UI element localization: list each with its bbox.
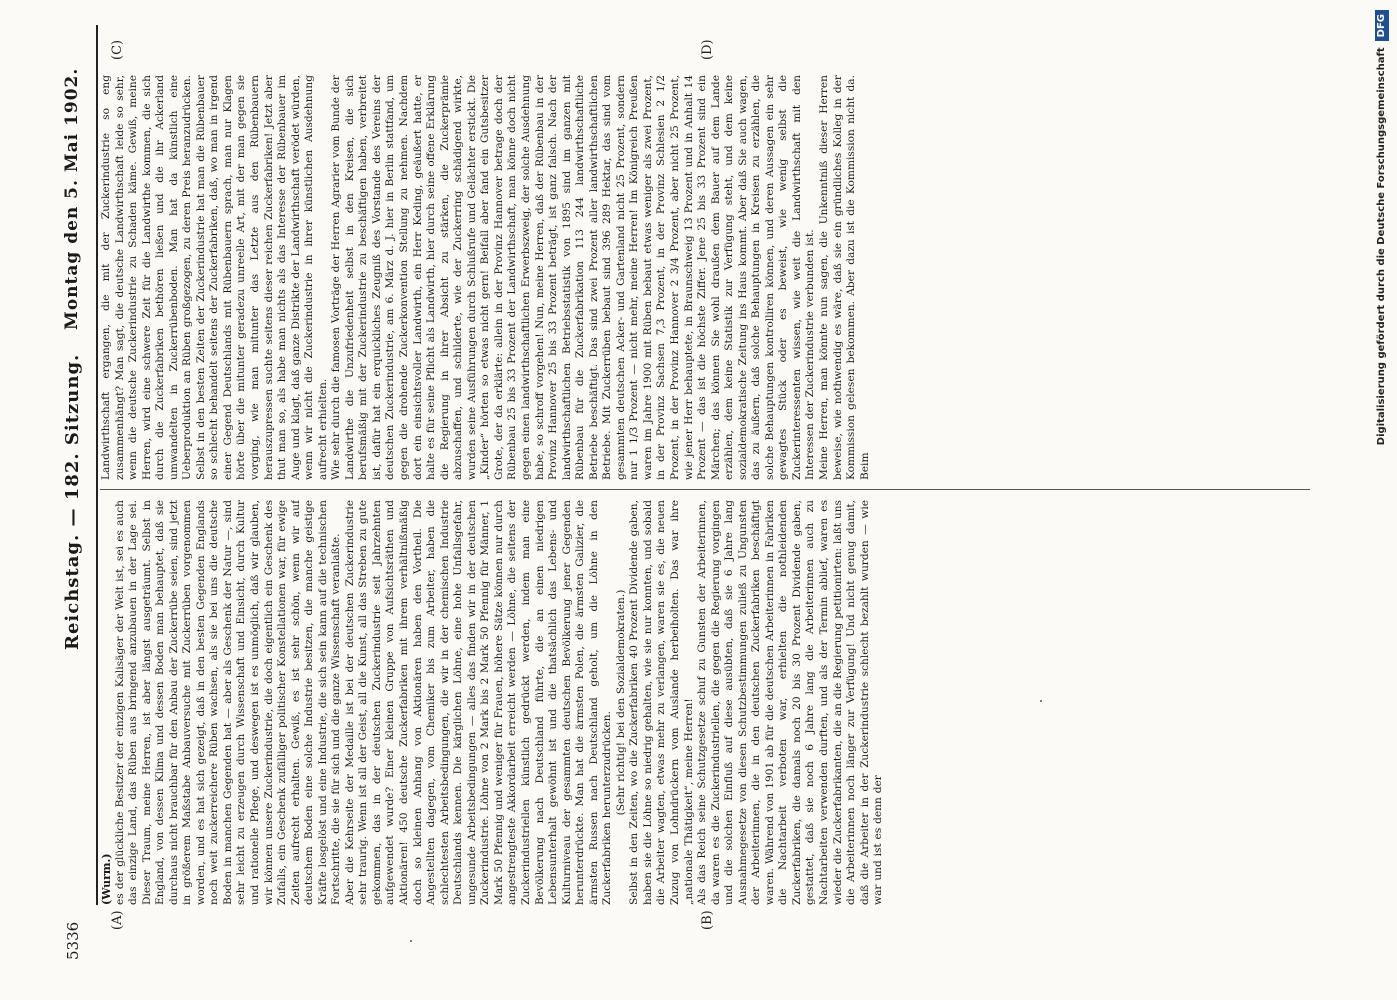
- funding-stamp-text: [1373, 10, 1391, 990]
- header-rule: [96, 25, 98, 905]
- column-divider: [100, 489, 1310, 490]
- margin-marker-c: (C): [110, 39, 125, 60]
- margin-marker-d: (D): [700, 39, 715, 60]
- speaker-name: (Wurm.): [100, 853, 113, 905]
- interjection: (Sehr richtig! bei den Sozialdemokraten.): [614, 589, 627, 816]
- funding-stamp: [1373, 10, 1391, 990]
- paragraph: Aber die Kehrseite der Medaille ist bei der deutschen Zuckerindustrie sehr traurig. Wenn ist all der Geist, all die Kunst, all das Streben zu gute gekommen, das in der deutschen Zuckerindustrie seit Jahrzehnten aufgewendet wurde? Einer kleinen Gruppe von Aufsichtsräthen und Aktionären! 450 deutsche Zuckerfabriken mit ihrem verhältnißmäßig doch so kleinen Anhang von Aktionären haben den Vortheil. Die Angestellten dagegen, vom Chemiker bis zum Arbeiter, haben die schlechtesten Arbeitsbedingungen, die wir in der chemischen Industrie Deutschlands kennen. Die kärglichen Löhne, eine hohe Unfallsgefahr, ungesunde Arbeitsbedingungen — alles das finden wir in der deutschen Zuckerindustrie. Löhne von 2 Mark bis 2 Mark 50 Pfennig für Männer, 1 Mark 50 Pfennig und weniger für Frauen, höhere Sätze können nur durch angestrengteste Akkordarbeit erreicht werden — Löhne, die seitens der Zuckerindustriellen künstlich gedrückt werden, indem man eine Bevölkerung nach Deutschland führte, die an einen niedrigen Lebensunterhalt gewöhnt ist und die thatsächlich das Lebens- und Kulturniveau der gesammten deutschen Bevölkerung jener Gegenden herunterdrückte. Man hat die ärmsten Polen, die ärmsten Galizier, die ärmsten Russen nach Deutschland geholt, um die Löhne in den Zuckerfabriken herunterzudrücken.: [343, 500, 614, 905]
- paragraph: Wie sehr durch die famosen Vorträge der Herren Agrarier vom Bunde der Landwirthe die Unzufriedenheit selbst in den Kreisen, die sich berufsmäßig mit der Zuckerindustrie zu beschäftigen haben, verbreitet ist, dafür hat ein erquickliches Zeugniß des Vorstande des Vereins der deutschen Zuckerindustrie, am 6. März d. J. hier in Berlin stattfand, um gegen die drohende Zuckerkonvention Stellung zu nehmen. Nachdem dort ein einsichtsvoller Landwirth, ein Herr Keding, geäußert hatte, er halte es für seine Pflicht als Landwirth, hier durch seine offene Erklärung die Regierung in ihrer Absicht zu stärken, die Zuckerprämie abzuschaffen, und schilderte, wie der Zuckerring schädigend wirkte, wurden seine Ausführungen durch Schlußrufe und Gelächter erstickt. Die „Kinder“ hörten so etwas nicht gern! Beifall aber fand ein Gutsbesitzer Grote, der da erklärte: allein in der Provinz Hannover betrage doch der Rübenbau 25 bis 33 Prozent der Landwirthschaft, man könne doch nicht gegen einen landwirthschaftlichen Erwerbszweig, der solche Ausdehnung habe, so schroff vorgehen! Nun, meine Herren, daß der Rübenbau in der Provinz Hannover 25 bis 33 Prozent beträgt, ist ganz falsch. Nach der landwirthschaftlichen Betriebsstatistik von 1895 sind im ganzen mit Rübenbau für die Zuckerfabrikation 113 244 landwirthschaftliche Betriebe beschäftigt. Das sind zwei Prozent aller landwirthschaftlichen Betriebe. Mit Zuckerrüben bebaut sind 396 289 Hektar, das sind vom gesammten deutschen Acker- und Gartenland nicht 25 Prozent, sondern nur 1 1/3 Prozent — nicht mehr, meine Herren! Im Königreich Preußen waren im Jahre 1900 mit Rüben bebaut etwas weniger als zwei Prozent, in der Provinz Sachsen 7,3 Prozent, in der Provinz Schlesien 2 1/2 Prozent, in der Provinz Hannover 2 3/4 Prozent, aber nicht 25 Prozent, wie jener Herr behauptete, in Braunschweig 13 Prozent und in Anhalt 14 Prozent — das ist die höchste Ziffer. Jene 25 bis 33 Prozent sind ein Märchen; das können Sie wohl draußen dem Bauer auf dem Lande erzählen, dem keine Statistik zur Verfügung steht, und dem keine sozialdemokratische Zeitung ins Haus kommt. Aber daß Sie auch wagen, das zu äußern, daß solche Behauptungen in Kreisen zu erzählen, die solche Behauptungen kontrolliren können, und deren Aussagen ein sehr gewagtes Stück oder es beweist, wie wenig selbst die Zuckerinteressenten wissen, wie weit die Landwirthschaft mit den Interessen der Zuckerindustrie verbunden ist.: [330, 75, 817, 480]
- paragraph: Meine Herren, man könnte nun sagen, die Unkenntniß dieser Herren beweise, wie nothwendig es wäre, daß sie ein gründliches Kolleg in der Kommission gelesen bekommen. Aber dazu ist die Kommission nicht da. Beim: [817, 75, 871, 480]
- dfg-logo: DFG: [1375, 10, 1389, 41]
- funding-text: Digitalisierung gefördert durch die Deutsche Forschungsgemeinschaft: [1376, 47, 1387, 446]
- session-date: Montag den 5. Mai 1902.: [62, 67, 82, 330]
- margin-marker-b: (B): [700, 910, 715, 930]
- page-header: [58, 40, 88, 960]
- paper-speck: [1040, 700, 1042, 702]
- paragraph: Selbst in den Zeiten, wo die Zuckerfabriken 40 Prozent Dividende gaben, haben sie die Löhne so niedrig gehalten, wie sie nur konnten, und sobald die Arbeiter wagten, etwas mehr zu verlangen, waren sie es, die neuen Zuzug von Lohndrückern vom Auslande herbeiholten. Das war ihre „nationale Thätigkeit“, meine Herren!: [628, 500, 695, 905]
- page-number: 5336: [64, 921, 82, 960]
- paper-speck: [410, 940, 412, 942]
- paragraph: Als das Reich seine Schutzgesetze schuf zu Gunsten der Arbeiterinnen, da waren es die Zuckerindustriellen, die gegen die Regierung vorgingen und die solchen Einfluß auf diese ausübten, daß sie 6 Jahre lang Ausnahmegesetze von diesen Schutzbestimmungen zuließ zu Ungunsten der Arbeiterinnen, die in den deutschen Zuckerfabriken beschäftigt waren. Während von 1901 ab für die deutschen Arbeiterinnen in Fabriken die Nachtarbeit verboten war, erhielten die nothleidenden Zuckerfabriken, die damals noch 20 bis 30 Prozent Dividende gaben, gestattet, daß sie noch 6 Jahre lang die Arbeiterinnen auch zu Nachtarbeiten verwenden durften, und als der Termin ablief, waren es wieder die Zuckerfabrikanten, die an die Regierung petitionirten: laßt uns die Arbeiterinnen noch länger zur Verfügung! Und nicht genug damit, daß die Arbeiter in der Zuckerindustrie schlecht bezahlt wurden — wie war und ist es denn der: [696, 500, 885, 905]
- right-column: [100, 75, 1310, 480]
- paragraph: Landwirthschaft ergangen, die mit der Zuckerindustrie so eng zusammenhängt? Man sagt, die deutsche Landwirthschaft leide so sehr, wenn die deutsche Zuckerindustrie zu Schaden käme. Gewiß, meine Herren, wird eine schwere Zeit für die Landwirthe kommen, die sich durch die Zuckerfabriken bethören ließen und die ihr Ackerland umwandelten in Zuckerrübenboden. Man hat da künstlich eine Ueberproduktion an Rüben großgezogen, zu deren Preis heranzudrücken. Selbst in den besten Zeiten der Zuckerindustrie hat man die Rübenbauer so schlecht behandelt seitens der Zuckerfabriken, daß, wo man in irgend einer Gegend Deutschlands mit Rübenbauern sprach, man nur Klagen hörte über die mitunter geradezu unreelle Art, mit der man gegen sie vorging, wie man mitunter das Letzte aus den Rübenbauern herauszupressen suchte seitens dieser reichen Zuckerfabriken! Jetzt aber thut man so, als habe man nichts als das Interesse der Rübenbauer im Auge und klagt, daß ganze Distrikte der Landwirthschaft verödet würden, wenn wir nicht die Zuckerindustrie in ihrer künstlichen Ausdehnung aufrecht erhielten.: [100, 75, 329, 480]
- left-column: [100, 500, 1310, 905]
- paragraph: es der glückliche Besitzer der einzigen Kalisäger der Welt ist, sei es auch das einzige Land, das Rüben aus bringend anzubauen in der Lage sei. Dieser Traum, meine Herren, ist aber längst ausgeträumt. Selbst in England, von dessen Klima und dessen Boden man behauptet, daß sie durchaus nicht brauchbar für den Anbau der Zuckerrübe seien, sind jetzt in größerem Maßstabe Anbauversuche mit Zuckerrüben vorgenommen worden, und es hat sich gezeigt, daß in den besten Gegenden Englands noch weit zuckerreichere Rüben wachsen, als sie bei uns die deutsche Boden in manchen Gegenden hat — aber als Geschenk der Natur —, sind sehr leicht zu erzeugen durch Wissenschaft und Einsicht, durch Kultur und rationelle Pflege, und deswegen ist es unmöglich, daß wir glauben, wir können unsere Zuckerindustrie, die doch eigentlich ein Geschenk des Zufalls, ein Geschenk zufälliger politischer Konstellationen war, für ewige Zeiten aufrecht erhalten. Gewiß, es ist sehr schön, wenn wir auf deutschem Boden eine solche Industrie besitzen, die manche geistige Kräfte losgelöst und eine Industrie, die sich sein kann auf die technischen Fortschritte, die sie für sich und die ganze Wissenschaft veranlaßte.: [113, 500, 343, 905]
- session-title: Reichstag. — 182. Sitzung.: [62, 353, 83, 650]
- margin-marker-a: (A): [110, 910, 125, 930]
